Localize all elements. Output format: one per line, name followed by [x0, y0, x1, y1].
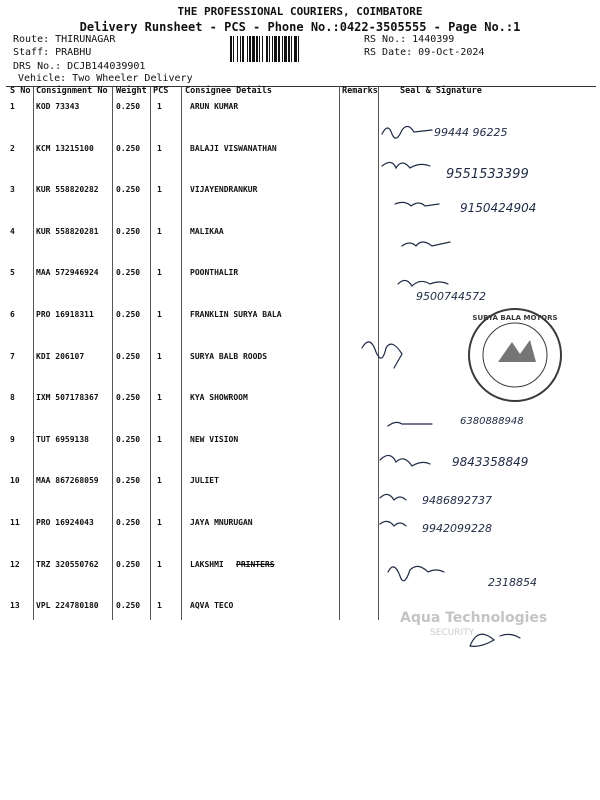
cell-weight: 0.250: [116, 102, 141, 111]
handwritten-phone: 9500744572: [416, 290, 486, 303]
cell-pcs: 1: [157, 185, 162, 194]
cell-pcs: 1: [157, 227, 162, 236]
cell-consignment: PRO 16918311: [36, 310, 94, 319]
cell-consignee: NEW VISION: [190, 435, 239, 444]
cell-weight: 0.250: [116, 393, 141, 402]
column-divider: [112, 86, 113, 620]
cell-weight: 0.250: [116, 518, 141, 527]
cell-pcs: 1: [157, 518, 162, 527]
company-stamp: [440, 300, 590, 410]
watermark-text: Aqua Technologies: [400, 610, 548, 626]
cell-consignment: TRZ 320550762: [36, 560, 99, 569]
barcode-icon: [230, 36, 354, 62]
cell-consignee: SURYA BALB ROODS: [190, 352, 268, 361]
cell-pcs: 1: [157, 560, 162, 569]
signature-scribble: [395, 202, 439, 206]
rs-date-label: RS Date: 09-Oct-2024: [364, 47, 485, 58]
cell-sno: 12: [10, 560, 20, 569]
cell-pcs: 1: [157, 352, 162, 361]
handwritten-phone: 99444 96225: [434, 126, 508, 139]
cell-pcs: 1: [157, 144, 162, 153]
cell-sno: 13: [10, 601, 20, 610]
col-header-sno: S No: [10, 86, 31, 96]
column-divider: [181, 86, 182, 620]
cell-pcs: 1: [157, 435, 162, 444]
cell-consignment: MAA 867268059: [36, 476, 99, 485]
cell-weight: 0.250: [116, 435, 141, 444]
cell-consignee: MALIKAA: [190, 227, 224, 236]
cell-sno: 4: [10, 227, 15, 236]
document-subtitle: Delivery Runsheet - PCS - Phone No.:0422-3505555 - Page No.:1: [79, 20, 521, 34]
cell-consignee: KYA SHOWROOM: [190, 393, 248, 402]
vehicle-label: Vehicle: Two Wheeler Delivery: [18, 73, 193, 84]
handwritten-phone: 2318854: [488, 576, 537, 589]
handwritten-phone: 9551533399: [446, 167, 529, 182]
cell-weight: 0.250: [116, 310, 141, 319]
cell-consignment: KOD 73343: [36, 102, 80, 111]
cell-weight: 0.250: [116, 560, 141, 569]
cell-weight: 0.250: [116, 601, 141, 610]
cell-pcs: 1: [157, 102, 162, 111]
cell-sno: 7: [10, 352, 15, 361]
column-divider: [33, 86, 34, 620]
cell-sno: 9: [10, 435, 15, 444]
cell-consignment: KUR 558820282: [36, 185, 99, 194]
cell-consignee: JULIET: [190, 476, 219, 485]
cell-weight: 0.250: [116, 476, 141, 485]
cell-pcs: 1: [157, 268, 162, 277]
col-header-consignment: Consignment No: [36, 86, 108, 96]
cell-sno: 2: [10, 144, 15, 153]
cell-consignee: POONTHALIR: [190, 268, 239, 277]
signature-scribble: [402, 242, 450, 246]
handwritten-phone: 6380888948: [460, 416, 524, 427]
cell-sno: 8: [10, 393, 15, 402]
cell-consignment: KUR 558820281: [36, 227, 99, 236]
col-header-remarks: Remarks: [342, 86, 378, 96]
cell-weight: 0.250: [116, 185, 141, 194]
route-label: Route: THIRUNAGAR: [13, 34, 116, 45]
signature-scribble: [382, 126, 432, 138]
cell-consignment: KCM 13215100: [36, 144, 94, 153]
cell-consignee: FRANKLIN SURYA BALA: [190, 310, 282, 319]
cell-consignee: AQVA TECO: [190, 601, 234, 610]
signature-scribble: [380, 455, 430, 466]
cell-sno: 10: [10, 476, 20, 485]
cell-pcs: 1: [157, 393, 162, 402]
cell-weight: 0.250: [116, 144, 141, 153]
cell-consignment: PRO 16924043: [36, 518, 94, 527]
signature-scribble: [380, 494, 406, 500]
signature-scribble: [380, 521, 406, 526]
cell-consignee: JAYA MNURUGAN: [190, 518, 253, 527]
signature-scribble: [398, 280, 448, 286]
cell-consignee: ARUN KUMAR: [190, 102, 239, 111]
signature-scribble: [382, 162, 430, 168]
staff-label: Staff: PRABHU: [13, 47, 92, 58]
cell-consignment: IXM 507178367: [36, 393, 99, 402]
cell-sno: 1: [10, 102, 15, 111]
col-header-consignee: Consignee Details: [185, 86, 272, 96]
col-header-signature: Seal & Signature: [400, 86, 482, 96]
cell-consignment: TUT 6959138: [36, 435, 89, 444]
signature-scribble: [362, 342, 402, 368]
cell-consignee-struck: PRINTERS: [236, 560, 275, 569]
stamp-text: SURYA BALA MOTORS: [472, 314, 558, 322]
col-header-pcs: PCS: [153, 86, 169, 96]
cell-pcs: 1: [157, 310, 162, 319]
cell-sno: 11: [10, 518, 20, 527]
document-title: THE PROFESSIONAL COURIERS, COIMBATORE: [177, 5, 423, 18]
rs-no-label: RS No.: 1440399: [364, 34, 455, 45]
cell-sno: 6: [10, 310, 15, 319]
handwritten-phone: 9486892737: [422, 494, 492, 507]
cell-consignee: VIJAYENDRANKUR: [190, 185, 258, 194]
signature-scribble: [388, 566, 444, 580]
cell-pcs: 1: [157, 476, 162, 485]
cell-weight: 0.250: [116, 352, 141, 361]
cell-pcs: 1: [157, 601, 162, 610]
handwritten-phone: 9843358849: [452, 455, 529, 469]
signature-scribble: [470, 634, 520, 646]
watermark-subtext: SECURITY: [430, 628, 475, 638]
cell-weight: 0.250: [116, 268, 141, 277]
cell-consignee: BALAJI VISWANATHAN: [190, 144, 277, 153]
column-divider: [150, 86, 151, 620]
cell-consignment: KDI 206107: [36, 352, 85, 361]
handwritten-phone: 9942099228: [422, 522, 492, 535]
cell-consignment: MAA 572946924: [36, 268, 99, 277]
cell-consignment: VPL 224780180: [36, 601, 99, 610]
signature-scribble: [388, 422, 432, 426]
cell-sno: 5: [10, 268, 15, 277]
handwritten-phone: 9150424904: [460, 201, 537, 215]
cell-sno: 3: [10, 185, 15, 194]
drs-label: DRS No.: DCJB144039901: [13, 61, 146, 72]
col-header-weight: Weight: [116, 86, 147, 96]
cell-weight: 0.250: [116, 227, 141, 236]
cell-consignee: LAKSHMI: [190, 560, 224, 569]
